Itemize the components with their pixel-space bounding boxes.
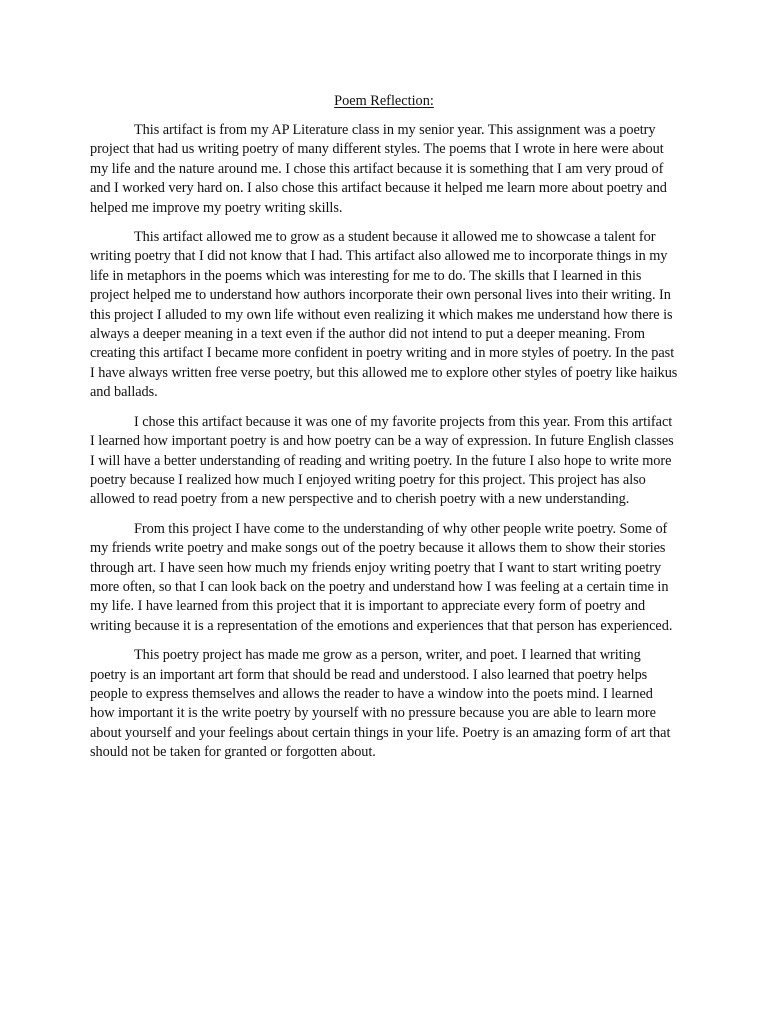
paragraph-1: This artifact is from my AP Literature class in my senior year. This assignment was a poetry project that had us writing poetry of many different styles. The poems that I wrote in here were about my life and the nature around me. I chose this artifact because it is something that I am very proud of and I worked very hard on. I also chose this artifact because it helped me learn more about poetry and helped me improve my poetry writing skills.	[90, 122, 667, 216]
paragraph-2: This artifact allowed me to grow as a student because it allowed me to showcase a talent for writing poetry that I did not know that I had. This artifact also allowed me to incorporate things in my life in metaphors in the poems which was interesting for me to do. The skills that I learned in this project helped me to understand how authors incorporate their own personal lives into their writing. In this project I alluded to my own life without even realizing it which makes me understand how there is always a deeper meaning in a text even if the author did not intend to put a deeper meaning. From creating this artifact I became more confident in poetry writing and in more styles of poetry. In the past I have always written free verse poetry, but this allowed me to explore other styles of poetry like haikus and ballads.	[90, 229, 678, 401]
paragraph-3: I chose this artifact because it was one of my favorite projects from this year. From this artifact I learned how important poetry is and how poetry can be a way of expression. In future English classes I will have a better understanding of reading and writing poetry. In the future I also hope to write more poetry because I realized how much I enjoyed writing poetry for this project. This project has also allowed to read poetry from a new perspective and to cherish poetry with a new understanding.	[90, 413, 674, 508]
document-title: Poem Reflection:	[334, 93, 434, 109]
document-body	[90, 121, 680, 773]
paragraph-4: From this project I have come to the understanding of why other people write poetry. Some of my friends write poetry and make songs out of the poetry because it allows them to show their stories through art. I have seen how much my friends enjoy writing poetry that I want to start writing poetry more often, so that I can look back on the poetry and understand how I was feeling at a certain time in my life. I have learned from this project that it is important to appreciate every form of poetry and writing because it is a representation of the emotions and experiences that that person has experienced.	[90, 520, 673, 634]
paragraph-5: This poetry project has made me grow as a person, writer, and poet. I learned that writing poetry is an important art form that should be read and understood. I also learned that poetry helps people to express themselves and allows the reader to have a window into the poets mind. I learned how important it is the write poetry by yourself with no pressure because you are able to learn more about yourself and your feelings about certain things in your life. Poetry is an amazing form of art that should not be taken for granted or forgotten about.	[90, 647, 671, 761]
